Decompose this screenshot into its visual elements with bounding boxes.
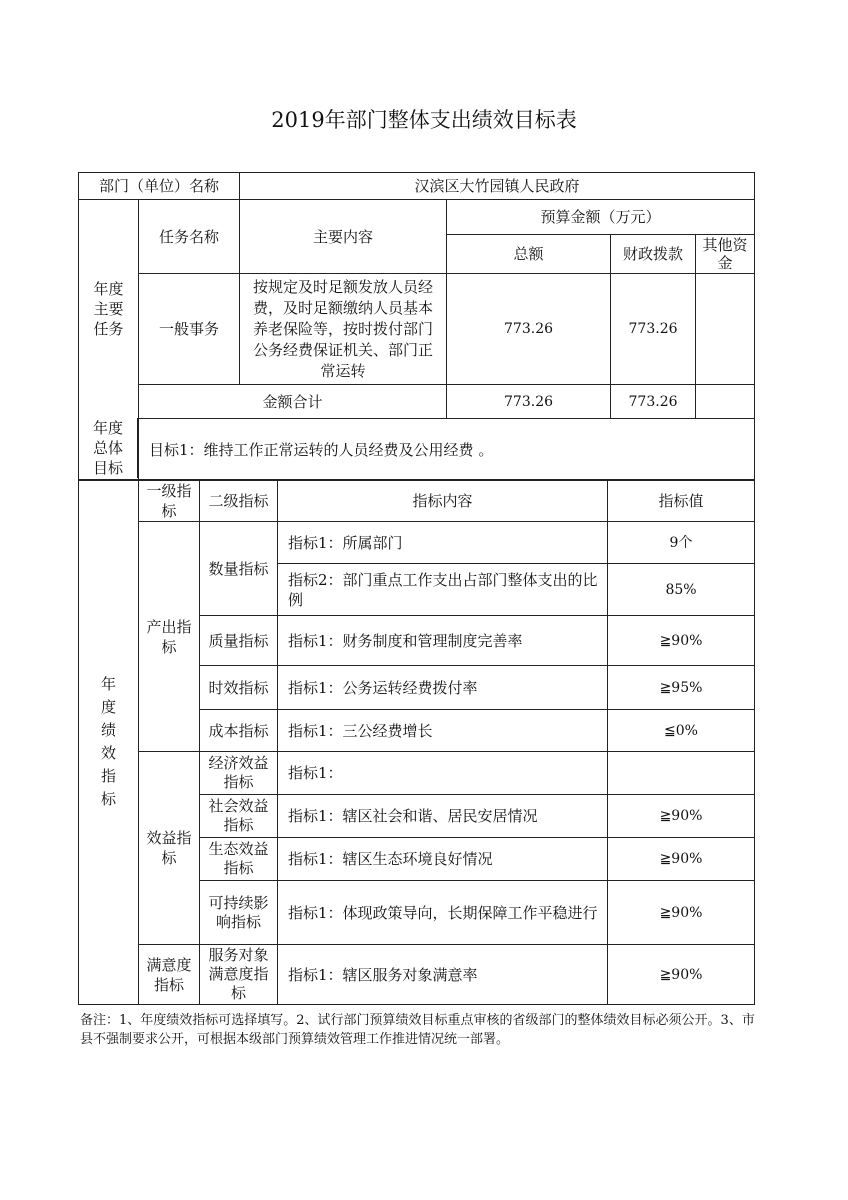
task-name: 一般事务 [139,274,240,385]
task-content: 按规定及时足额发放人员经费，及时足额缴纳人员基本养老保险等，按时拨付部门公务经费保证机关、部门正常运转 [240,274,447,385]
indicator-value: ≧90% [608,838,755,881]
indicator-value [608,752,755,795]
sub-name: 成本指标 [200,710,278,752]
dept-value: 汉滨区大竹园镇人民政府 [240,173,755,200]
goal-text: 目标1：维持工作正常运转的人员经费及公用经费 。 [139,419,755,481]
indicator-content: 指标2：部门重点工作支出占部门整体支出的比例 [278,564,608,616]
group-name: 产出指标 [139,522,200,752]
task-total: 773.26 [447,274,611,385]
sub-name: 服务对象满意度指标 [200,945,278,1005]
sum-other [696,385,755,419]
indicator-value: ≧90% [608,616,755,666]
task-content-header: 主要内容 [240,200,447,274]
indicator-value: 85% [608,564,755,616]
other-header: 其他资金 [696,235,755,274]
indicator-content: 指标1：辖区生态环境良好情况 [278,838,608,881]
indicator-table [78,479,755,1005]
sub-name: 生态效益指标 [200,838,278,881]
group-name: 满意度指标 [139,945,200,1005]
sub-name: 经济效益指标 [200,752,278,795]
indicator-content: 指标1：辖区服务对象满意率 [278,945,608,1005]
sum-label: 金额合计 [139,385,447,419]
indicators-section-label: 年度绩效指标 [79,480,139,1005]
tasks-section-label: 年度主要任务 [79,200,139,419]
indicator-content: 指标1：体现政策导向，长期保障工作平稳进行 [278,881,608,945]
indicator-value: ≧90% [608,795,755,838]
task-table [78,172,755,481]
indicator-value: 9个 [608,522,755,564]
indicator-content: 指标1：三公经费增长 [278,710,608,752]
sub-name: 质量指标 [200,616,278,666]
indicator-value: ≧95% [608,666,755,710]
task-fiscal: 773.26 [611,274,696,385]
sum-fiscal: 773.26 [611,385,696,419]
indicator-content: 指标1：所属部门 [278,522,608,564]
indicator-content: 指标1：辖区社会和谐、居民安居情况 [278,795,608,838]
sum-total: 773.26 [447,385,611,419]
table-row [79,274,755,385]
level2-header: 二级指标 [200,480,278,522]
sub-name: 社会效益指标 [200,795,278,838]
sub-name: 时效指标 [200,666,278,710]
indicator-content: 指标1：公务运转经费拨付率 [278,666,608,710]
budget-header: 预算金额（万元） [447,200,755,235]
goal-label: 年度总体目标 [79,418,138,478]
total-header: 总额 [447,235,611,274]
group-name: 效益指标 [139,752,200,945]
indicator-content: 指标1： [278,752,608,795]
task-name-header: 任务名称 [139,200,240,274]
value-header: 指标值 [608,480,755,522]
table-row [79,752,755,795]
level1-header: 一级指标 [139,480,200,522]
sub-name: 可持续影响指标 [200,881,278,945]
content-header: 指标内容 [278,480,608,522]
dept-label: 部门（单位）名称 [79,173,240,200]
sub-name: 数量指标 [200,522,278,616]
task-other [696,274,755,385]
page-title: 2019年部门整体支出绩效目标表 [271,108,577,132]
indicator-value: ≧90% [608,945,755,1005]
table-row [79,945,755,1005]
indicator-value: ≧90% [608,881,755,945]
footnote: 备注：1、年度绩效指标可选择填写。2、试行部门预算绩效目标重点审核的省级部门的整体绩效目标必须公开。3、市县不强制要求公开，可根据本级部门预算绩效管理工作推进情况统一部署。 [80,1013,755,1047]
table-row [79,522,755,564]
indicator-value: ≦0% [608,710,755,752]
indicator-content: 指标1：财务制度和管理制度完善率 [278,616,608,666]
fiscal-header: 财政拨款 [611,235,696,274]
